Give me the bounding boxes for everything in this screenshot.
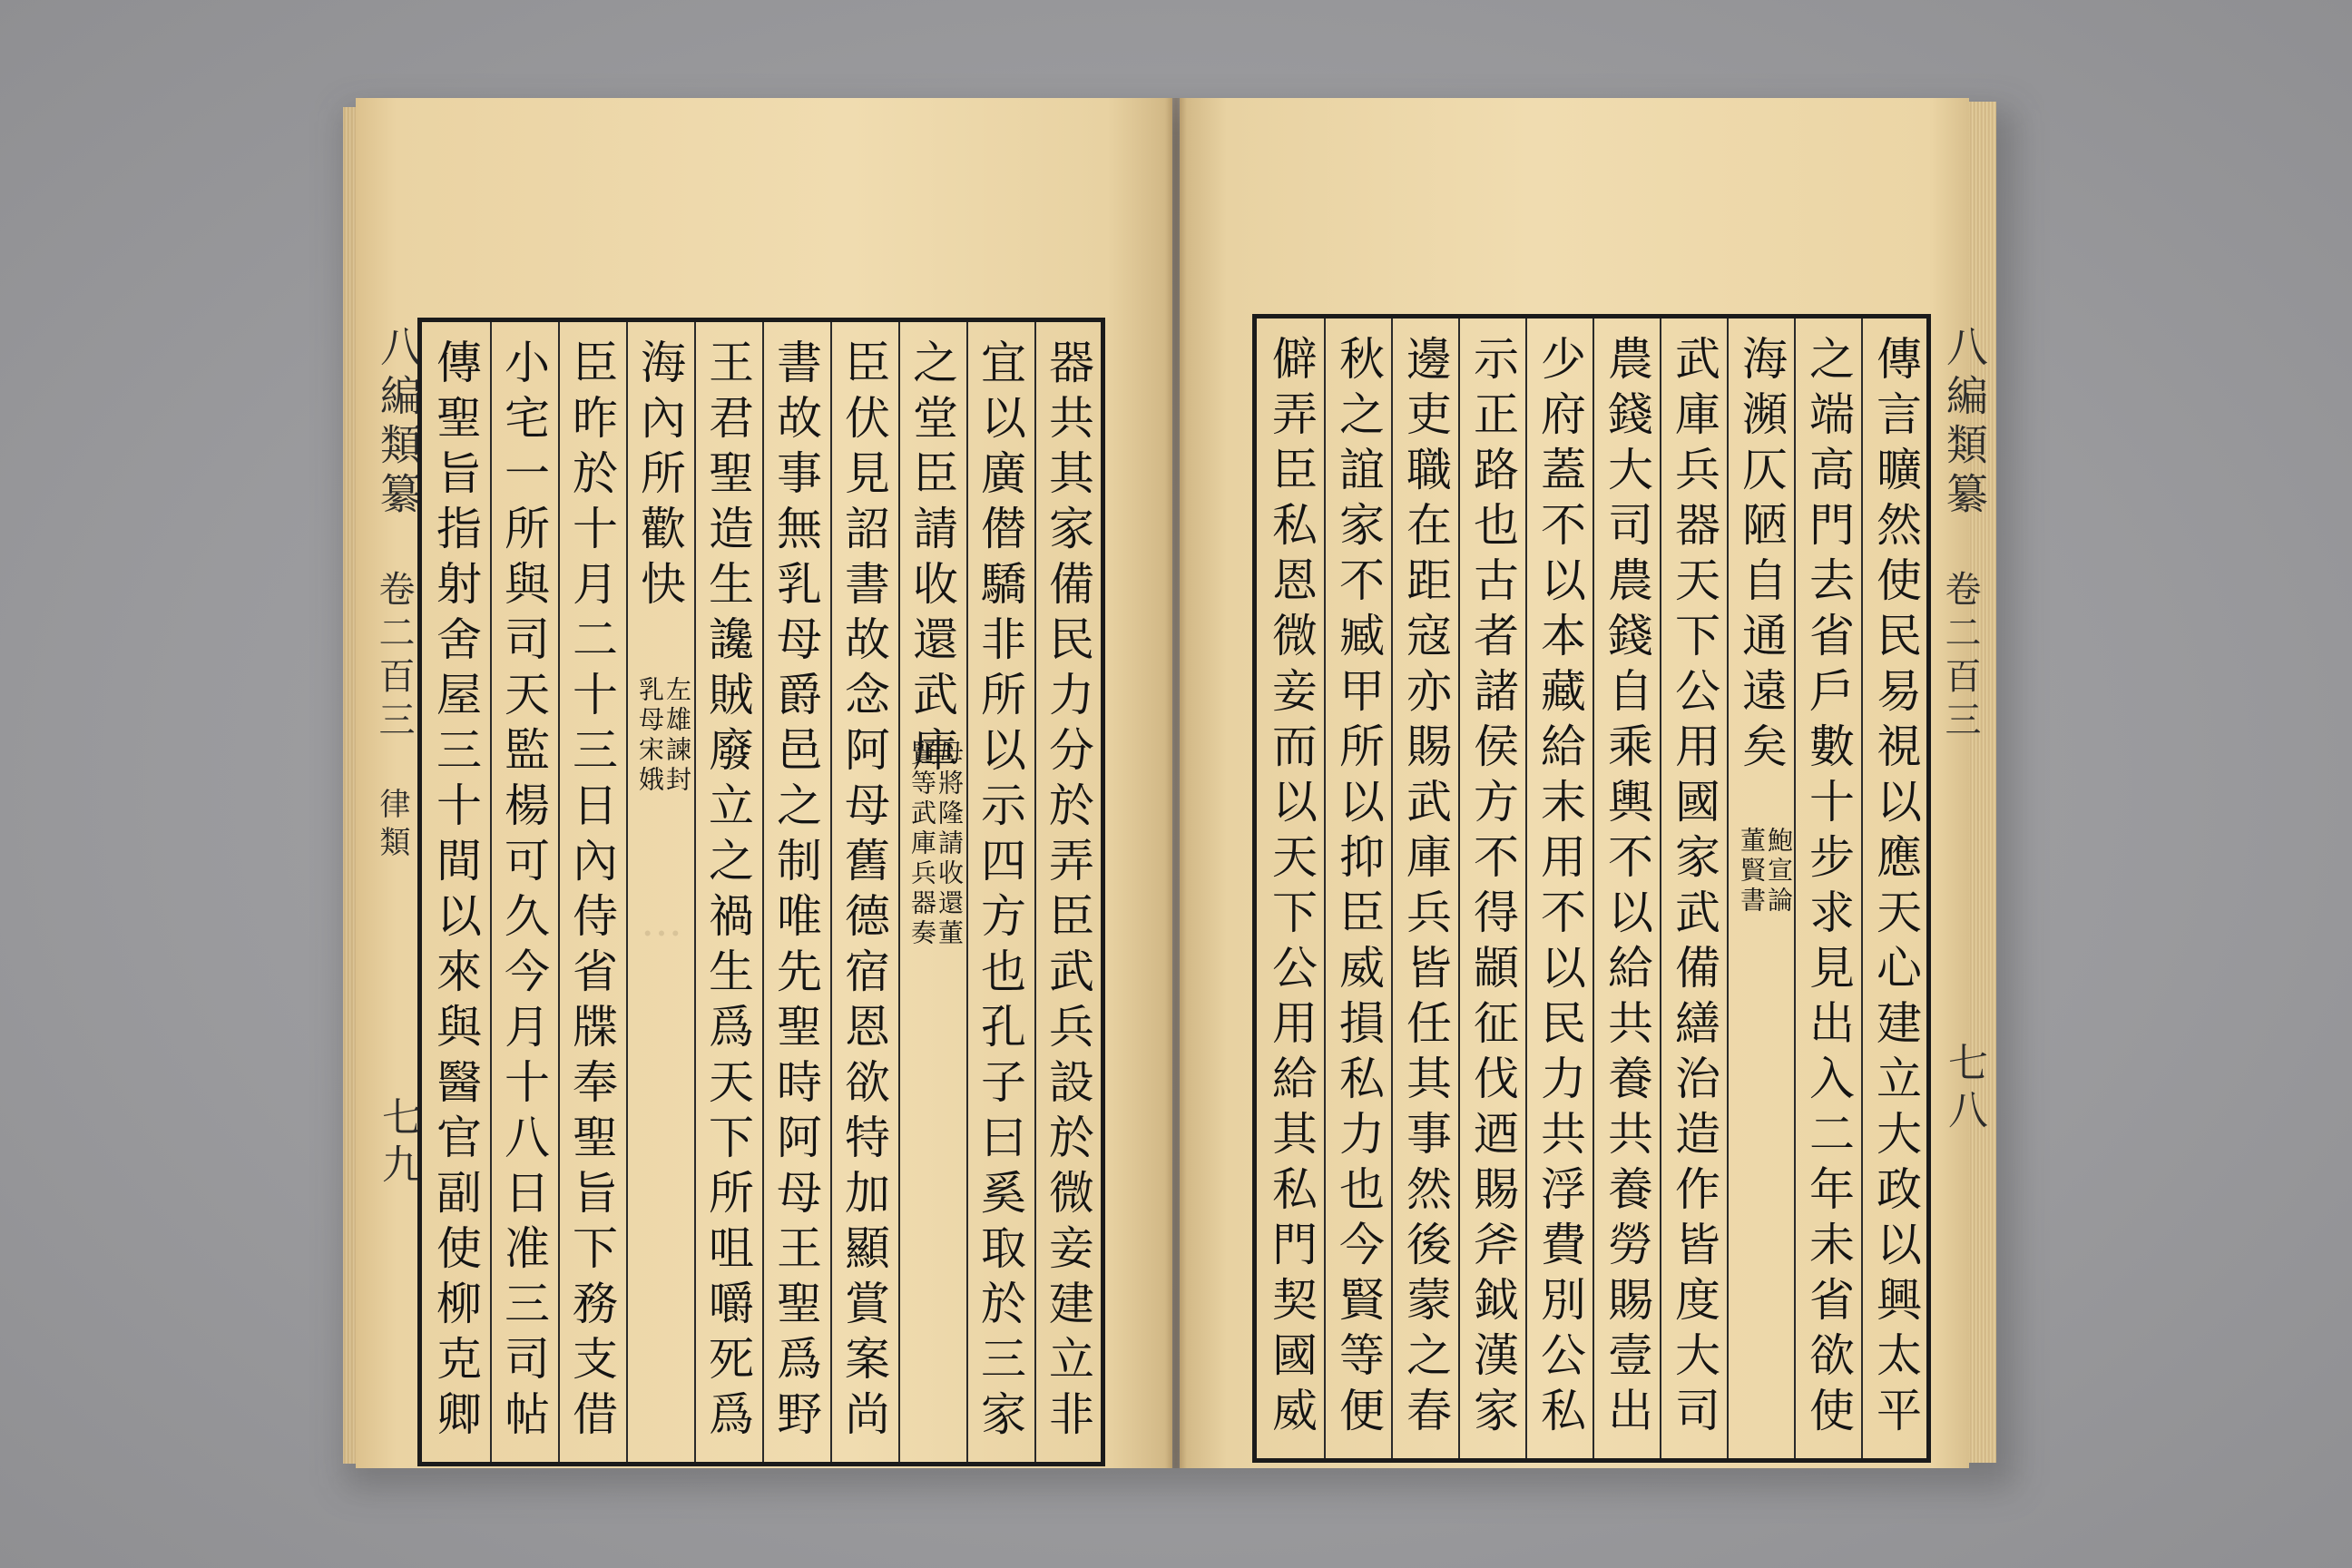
left-column-8: 臣昨於十月二十三日內侍省牒奉聖旨下務支借 <box>565 338 618 1446</box>
right-column-7: 示正路也古者諸侯方不得顓征伐迺賜斧鉞漢家 <box>1466 335 1519 1442</box>
left-column-3: 之堂臣請收還武庫 <box>906 338 958 781</box>
left-column-9: 小宅一所與司天監楊可久今月十八日准三司帖 <box>497 338 550 1446</box>
right-page-edge <box>1965 102 1996 1463</box>
left-text-frame <box>417 318 1105 1466</box>
left-page <box>356 98 1172 1468</box>
left-column-7: 海內所歡快 <box>633 338 686 615</box>
left-column-2: 宜以廣僣驕非所以示四方也孔子曰奚取於三家 <box>974 338 1026 1446</box>
left-margin-volume: 卷二百三 <box>373 570 415 744</box>
right-column-3: 海瀕仄陋自通遠矣 <box>1735 335 1788 778</box>
right-margin-title: 八編類纂 <box>1940 325 1989 521</box>
right-text-frame <box>1252 314 1931 1463</box>
right-note-2: 董賢書 <box>1737 827 1767 916</box>
left-note-3: 左雄諫封 <box>662 676 692 796</box>
left-note-2: 賢等武庫兵器奏 <box>907 740 937 949</box>
right-margin-volume: 卷二百三 <box>1939 570 1981 744</box>
left-column-1: 器共其家備民力分於弄臣武兵設於微妾建立非 <box>1042 338 1094 1446</box>
right-column-4: 武庫兵器天下公用國家武備繕治造作皆度大司 <box>1668 335 1720 1442</box>
right-column-6: 少府蓋不以本藏給末用不以民力共浮費別公私 <box>1534 335 1586 1442</box>
left-column-5: 書故事無乳母爵邑之制唯先聖時阿母王聖爲野 <box>769 338 822 1446</box>
left-margin-folio: 七九 <box>375 1096 421 1191</box>
left-note-1: 母將隆請收還董 <box>935 740 965 949</box>
left-column-6: 王君聖造生讒賊廢立之禍生爲天下所咀嚼死爲 <box>701 338 754 1446</box>
bleed-through-text: … <box>637 897 686 958</box>
left-column-4: 臣伏見詔書故念阿母舊德宿恩欲特加顯賞案尚 <box>838 338 890 1446</box>
right-column-2: 之端高門去省戶數十步求見出入二年未省欲使 <box>1802 335 1855 1442</box>
right-column-10: 僻弄臣私恩微妾而以天下公用給其私門契國威 <box>1265 335 1318 1442</box>
right-column-5: 農錢大司農錢自乘輿不以給共養共養勞賜壹出 <box>1601 335 1653 1442</box>
book-gutter <box>1165 98 1187 1468</box>
right-margin-folio: 七八 <box>1941 1042 1987 1136</box>
right-column-1: 傳言曠然使民易視以應天心建立大政以興太平 <box>1869 335 1922 1442</box>
left-column-10: 傳聖旨指射舍屋三十間以來與醫官副使柳克卿 <box>429 338 482 1446</box>
left-margin-category: 律類 <box>374 788 410 864</box>
right-column-8: 邊吏職在距寇亦賜武庫兵皆任其事然後蒙之春 <box>1399 335 1452 1442</box>
right-column-9: 秋之誼家不臧甲所以抑臣威損私力也今賢等便 <box>1332 335 1385 1442</box>
right-page <box>1180 98 1989 1468</box>
left-margin-title: 八編類纂 <box>374 325 423 521</box>
right-note-1: 鮑宣論 <box>1764 827 1794 916</box>
left-note-4: 乳母宋娥 <box>635 676 665 796</box>
